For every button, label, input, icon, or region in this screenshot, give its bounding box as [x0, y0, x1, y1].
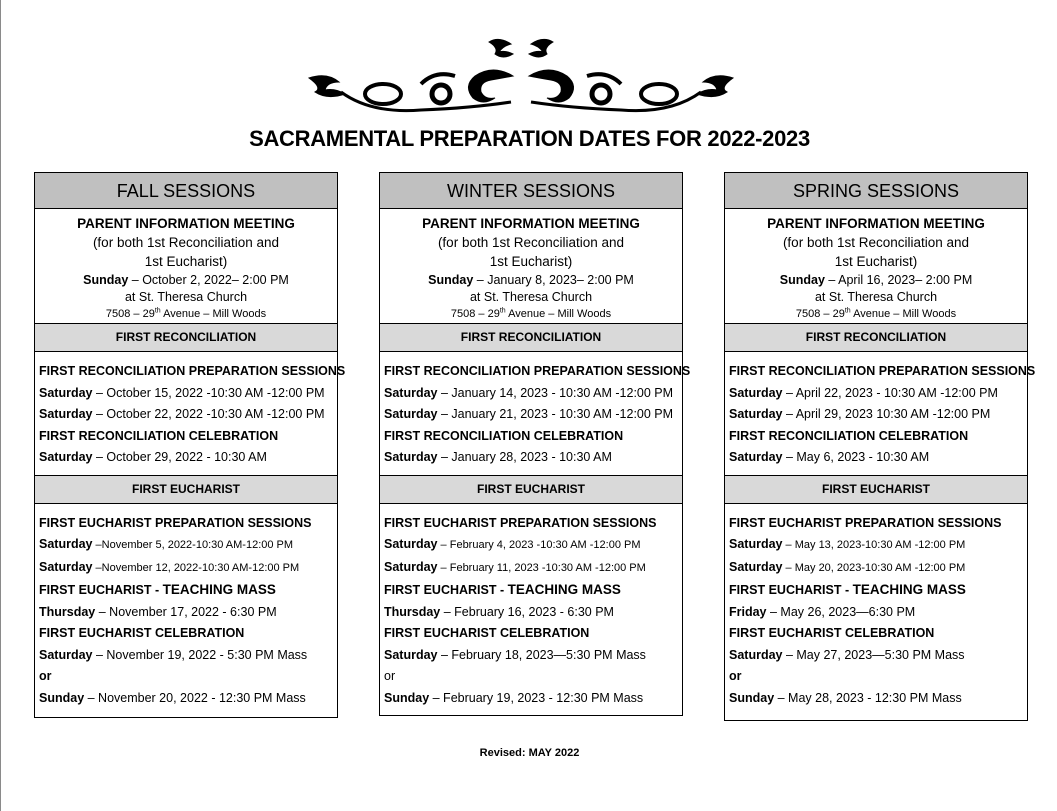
day-label: Saturday	[729, 559, 783, 574]
meeting-subtitle: 1st Eucharist)	[144, 254, 228, 269]
date-text: – May 26, 2023—6:30 PM	[766, 604, 916, 619]
teaching-mass-title	[39, 579, 333, 602]
date-text: – October 15, 2022 -10:30 AM -12:00 PM	[92, 385, 325, 400]
teaching-mass-title	[729, 579, 1023, 602]
reconciliation-celebration-title: FIRST RECONCILIATION CELEBRATION	[384, 428, 624, 443]
eucharist-prep-title: FIRST EUCHARIST PREPARATION SESSIONS	[39, 515, 312, 530]
eucharist-prep-title: FIRST EUCHARIST PREPARATION SESSIONS	[384, 515, 657, 530]
reconciliation-prep-date	[384, 383, 678, 405]
date-text: – October 22, 2022 -10:30 AM -12:00 PM	[92, 407, 325, 421]
day-label: Saturday	[39, 559, 93, 574]
meeting-subtitle: (for both 1st Reconciliation and	[437, 235, 625, 250]
teaching-title-prefix: FIRST EUCHARIST -	[729, 583, 853, 597]
day-label: Saturday	[39, 647, 93, 662]
meeting-title: PARENT INFORMATION MEETING	[422, 216, 640, 231]
day-label: Saturday	[384, 559, 438, 574]
date-text: – February 19, 2023 - 12:30 PM Mass	[429, 690, 644, 705]
or-label: or	[729, 669, 742, 683]
meeting-date	[725, 271, 1027, 289]
meeting-day: Sunday	[779, 273, 825, 287]
eucharist-section	[725, 504, 1027, 716]
day-label: Thursday	[39, 604, 96, 619]
eucharist-prep-date	[729, 534, 1023, 557]
reconciliation-celebration-date	[39, 447, 333, 469]
date-text: –November 5, 2022-10:30 AM-12:00 PM	[92, 539, 294, 551]
day-label: Saturday	[729, 385, 783, 400]
eucharist-celebration-date	[384, 688, 678, 710]
page-title: SACRAMENTAL PREPARATION DATES FOR 2022-2023	[249, 126, 810, 151]
parent-meeting-block	[725, 209, 1027, 323]
season-column-winter	[379, 172, 691, 716]
eucharist-celebration-title: FIRST EUCHARIST CELEBRATION	[384, 626, 590, 640]
reconciliation-prep-title: FIRST RECONCILIATION PREPARATION SESSIONS	[729, 364, 1036, 378]
meeting-subtitle: 1st Eucharist)	[834, 254, 918, 269]
date-text: –November 12, 2022-10:30 AM-12:00 PM	[92, 561, 300, 574]
teaching-title-main: TEACHING MASS	[162, 582, 276, 597]
reconciliation-prep-date	[729, 404, 1023, 426]
reconciliation-header: FIRST RECONCILIATION	[725, 323, 1027, 352]
date-text: – November 20, 2022 - 12:30 PM Mass	[84, 690, 306, 705]
address-ordinal: th	[154, 307, 161, 315]
day-label: Saturday	[39, 537, 93, 551]
day-label: Saturday	[384, 407, 438, 421]
eucharist-celebration-date	[39, 645, 333, 667]
day-label: Sunday	[384, 690, 430, 705]
day-label: Friday	[729, 604, 767, 619]
meeting-day: Sunday	[83, 273, 129, 287]
reconciliation-prep-date	[39, 404, 333, 426]
reconciliation-section	[725, 352, 1036, 475]
day-label: Saturday	[729, 407, 783, 421]
teaching-mass-date	[729, 602, 1023, 624]
eucharist-celebration-date	[39, 688, 333, 710]
date-text: – October 29, 2022 - 10:30 AM	[92, 450, 267, 464]
teaching-title-prefix: FIRST EUCHARIST -	[384, 583, 508, 597]
meeting-title: PARENT INFORMATION MEETING	[767, 216, 985, 231]
teaching-title-main: TEACHING MASS	[852, 582, 966, 597]
season-header: WINTER SESSIONS	[380, 173, 682, 209]
address-number: 7508 – 29	[450, 308, 500, 320]
eucharist-celebration-title: FIRST EUCHARIST CELEBRATION	[729, 626, 935, 640]
address-number: 7508 – 29	[105, 308, 155, 320]
date-text: – May 13, 2023-10:30 AM -12:00 PM	[782, 539, 966, 551]
reconciliation-celebration-date	[384, 447, 678, 469]
day-label: Saturday	[729, 647, 783, 662]
meeting-subtitle: (for both 1st Reconciliation and	[782, 235, 970, 250]
revised-date: Revised: MAY 2022	[479, 747, 580, 759]
eucharist-section	[35, 504, 337, 716]
meeting-location: at St. Theresa Church	[124, 290, 248, 304]
date-text: – November 17, 2022 - 6:30 PM	[95, 604, 277, 619]
reconciliation-prep-date	[384, 404, 678, 426]
parent-meeting-block	[35, 209, 337, 323]
reconciliation-header: FIRST RECONCILIATION	[380, 323, 682, 352]
reconciliation-celebration-title: FIRST RECONCILIATION CELEBRATION	[39, 428, 279, 443]
eucharist-prep-title: FIRST EUCHARIST PREPARATION SESSIONS	[729, 515, 1002, 530]
eucharist-header: FIRST EUCHARIST	[725, 475, 1027, 504]
day-label: Saturday	[384, 450, 438, 464]
meeting-subtitle: 1st Eucharist)	[489, 254, 573, 269]
teaching-mass-title	[384, 579, 678, 602]
date-text: – February 11, 2023 -10:30 AM -12:00 PM	[437, 561, 646, 574]
eucharist-header: FIRST EUCHARIST	[35, 475, 337, 504]
teaching-mass-date	[39, 602, 333, 624]
reconciliation-section	[380, 352, 691, 475]
season-column-fall	[34, 172, 346, 718]
date-text: – February 18, 2023—5:30 PM Mass	[437, 647, 646, 662]
eucharist-header: FIRST EUCHARIST	[380, 475, 682, 504]
reconciliation-prep-title: FIRST RECONCILIATION PREPARATION SESSIONS	[384, 364, 691, 378]
date-text: – January 28, 2023 - 10:30 AM	[437, 450, 612, 464]
eucharist-celebration-date	[729, 645, 1023, 667]
day-label: Sunday	[729, 690, 775, 705]
address-ordinal: th	[844, 307, 851, 315]
eucharist-prep-date	[39, 557, 333, 580]
meeting-address	[380, 306, 682, 322]
meeting-datetime: – January 8, 2023– 2:00 PM	[473, 273, 634, 287]
day-label: Saturday	[729, 450, 783, 464]
day-label: Saturday	[39, 450, 93, 464]
date-text: – May 27, 2023—5:30 PM Mass	[782, 647, 965, 662]
address-number: 7508 – 29	[795, 308, 845, 320]
address-street: Avenue – Mill Woods	[160, 308, 267, 320]
day-label: Saturday	[39, 385, 93, 400]
meeting-address	[35, 306, 337, 322]
address-street: Avenue – Mill Woods	[505, 308, 612, 320]
meeting-date	[380, 271, 682, 289]
address-ordinal: th	[499, 307, 506, 315]
day-label: Saturday	[729, 537, 783, 551]
date-text: – February 16, 2023 - 6:30 PM	[440, 604, 614, 619]
season-column-spring	[724, 172, 1036, 721]
season-header: FALL SESSIONS	[35, 173, 337, 209]
day-label: Thursday	[384, 604, 441, 619]
meeting-datetime: – April 16, 2023– 2:00 PM	[824, 273, 973, 287]
eucharist-celebration-title: FIRST EUCHARIST CELEBRATION	[39, 626, 245, 640]
parent-meeting-block	[380, 209, 682, 323]
scroll-flourish-ornament-icon	[301, 36, 741, 122]
meeting-subtitle: (for both 1st Reconciliation and	[92, 235, 280, 250]
season-header: SPRING SESSIONS	[725, 173, 1027, 209]
meeting-datetime: – October 2, 2022– 2:00 PM	[128, 273, 289, 287]
meeting-date	[35, 271, 337, 289]
eucharist-prep-date	[39, 534, 333, 557]
meeting-address	[725, 306, 1027, 322]
eucharist-celebration-date	[384, 645, 678, 667]
date-text: – May 28, 2023 - 12:30 PM Mass	[774, 690, 962, 705]
meeting-location: at St. Theresa Church	[814, 290, 938, 304]
meeting-day: Sunday	[428, 273, 474, 287]
teaching-mass-date	[384, 602, 678, 624]
eucharist-section	[380, 504, 682, 716]
or-label: or	[384, 669, 396, 683]
date-text: – January 14, 2023 - 10:30 AM -12:00 PM	[437, 385, 674, 400]
date-text: – February 4, 2023 -10:30 AM -12:00 PM	[437, 539, 641, 551]
reconciliation-section	[35, 352, 346, 475]
reconciliation-celebration-title: FIRST RECONCILIATION CELEBRATION	[729, 428, 969, 443]
address-street: Avenue – Mill Woods	[850, 308, 957, 320]
date-text: – May 20, 2023-10:30 AM -12:00 PM	[782, 561, 966, 574]
or-label: or	[39, 669, 52, 683]
meeting-title: PARENT INFORMATION MEETING	[77, 216, 295, 231]
reconciliation-prep-title: FIRST RECONCILIATION PREPARATION SESSIONS	[39, 364, 346, 378]
day-label: Saturday	[384, 647, 438, 662]
reconciliation-prep-date	[729, 383, 1023, 405]
meeting-location: at St. Theresa Church	[469, 290, 593, 304]
day-label: Saturday	[384, 537, 438, 551]
eucharist-prep-date	[384, 557, 678, 580]
day-label: Saturday	[39, 407, 93, 421]
eucharist-celebration-date	[729, 688, 1023, 710]
reconciliation-header: FIRST RECONCILIATION	[35, 323, 337, 352]
teaching-title-main: TEACHING MASS	[507, 582, 621, 597]
date-text: – November 19, 2022 - 5:30 PM Mass	[92, 647, 308, 662]
reconciliation-prep-date	[39, 383, 333, 405]
date-text: – May 6, 2023 - 10:30 AM	[782, 450, 930, 464]
day-label: Sunday	[39, 690, 85, 705]
day-label: Saturday	[384, 385, 438, 400]
eucharist-prep-date	[729, 557, 1023, 580]
date-text: – January 21, 2023 - 10:30 AM -12:00 PM	[437, 407, 674, 421]
date-text: – April 22, 2023 - 10:30 AM -12:00 PM	[782, 385, 998, 400]
teaching-title-prefix: FIRST EUCHARIST -	[39, 583, 163, 597]
reconciliation-celebration-date	[729, 447, 1023, 469]
eucharist-prep-date	[384, 534, 678, 557]
date-text: – April 29, 2023 10:30 AM -12:00 PM	[782, 407, 991, 421]
